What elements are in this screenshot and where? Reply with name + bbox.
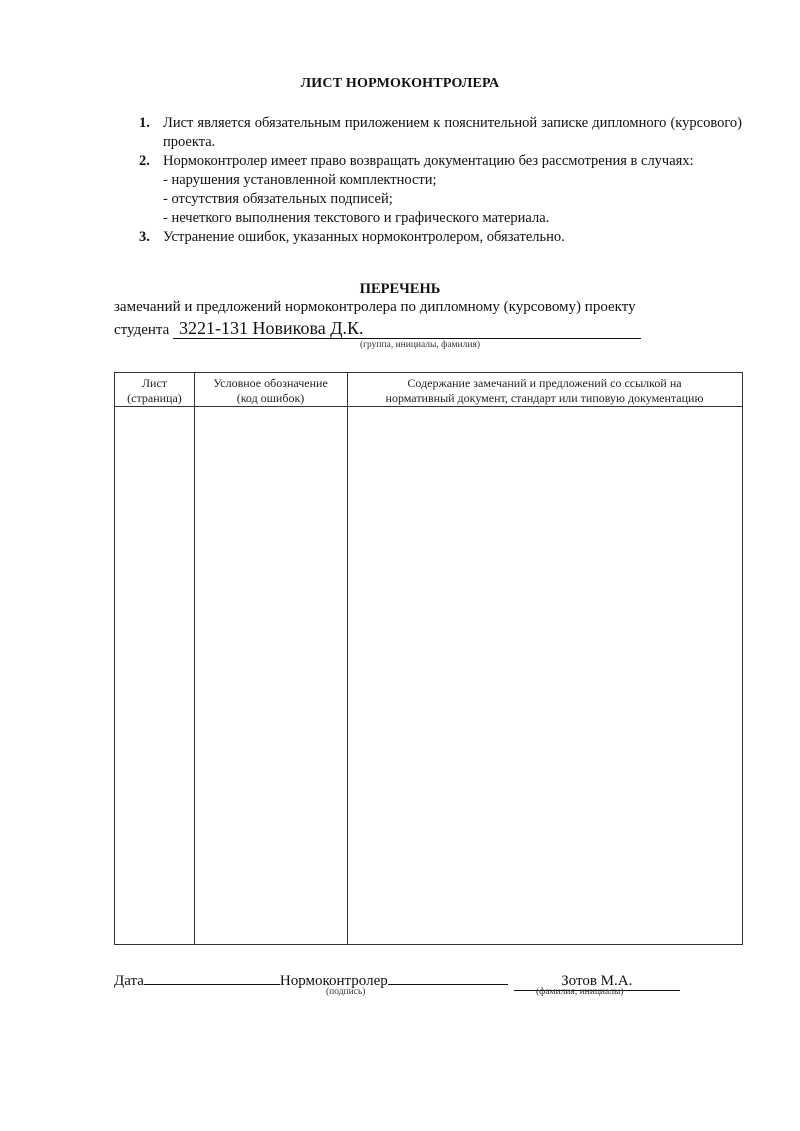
list-subtitle: замечаний и предложений нормоконтролера по дипломному (курсовому) проекту (114, 299, 636, 315)
controller-label: Нормоконтролер (279, 973, 388, 989)
rule-subitem: - отсутствия обязательных подписей; (163, 191, 393, 207)
rule-text: Нормоконтролер имеет право возвращать документацию без рассмотрения в случаях: (163, 153, 694, 169)
rule-number: 2. (139, 153, 150, 169)
rule-text: Лист является обязательным приложением к пояснительной записке дипломного (курсового) проекта. (163, 115, 742, 150)
rule-item (139, 152, 742, 228)
column-header-line: Содержание замечаний и предложений со ссылкой на (407, 376, 682, 390)
list-title: ПЕРЕЧЕНЬ (359, 281, 441, 297)
rule-item (139, 228, 742, 247)
rule-number: 3. (139, 229, 150, 245)
column-header-line: Лист (141, 376, 168, 390)
student-line (114, 318, 641, 339)
column-header-content (347, 376, 742, 405)
column-header-line: (код ошибок) (236, 390, 305, 405)
column-header-line: нормативный документ, стандарт или типовую документацию (385, 390, 704, 405)
student-field[interactable]: 3221-131 Новикова Д.К. (173, 318, 641, 339)
controller-name-field[interactable]: Зотов М.А. (514, 973, 680, 991)
column-header-code (194, 376, 347, 405)
rule-number: 1. (139, 115, 150, 131)
rules-list (139, 114, 742, 247)
remarks-table (114, 372, 743, 945)
column-header-sheet (115, 376, 194, 405)
column-header-line: Условное обозначение (213, 376, 328, 390)
column-header-line: (страница) (127, 390, 182, 405)
student-hint: (группа, инициалы, фамилия) (360, 340, 480, 350)
student-label: студента (114, 322, 170, 338)
column-divider (194, 373, 195, 944)
signature-hint: (подпись) (326, 987, 366, 997)
signature-field[interactable] (388, 968, 508, 985)
date-label: Дата (114, 973, 144, 989)
name-hint: (фамилия, инициалы) (536, 987, 624, 997)
column-divider (347, 373, 348, 944)
rule-text: Устранение ошибок, указанных нормоконтролером, обязательно. (163, 229, 565, 245)
page-title: ЛИСТ НОРМОКОНТРОЛЕРА (300, 76, 500, 91)
rule-subitem: - нарушения установленной комплектности; (163, 172, 437, 188)
rule-item (139, 114, 742, 152)
table-header-divider (115, 406, 742, 407)
rule-subitem: - нечеткого выполнения текстового и графического материала. (163, 210, 550, 226)
date-field[interactable] (144, 968, 280, 985)
